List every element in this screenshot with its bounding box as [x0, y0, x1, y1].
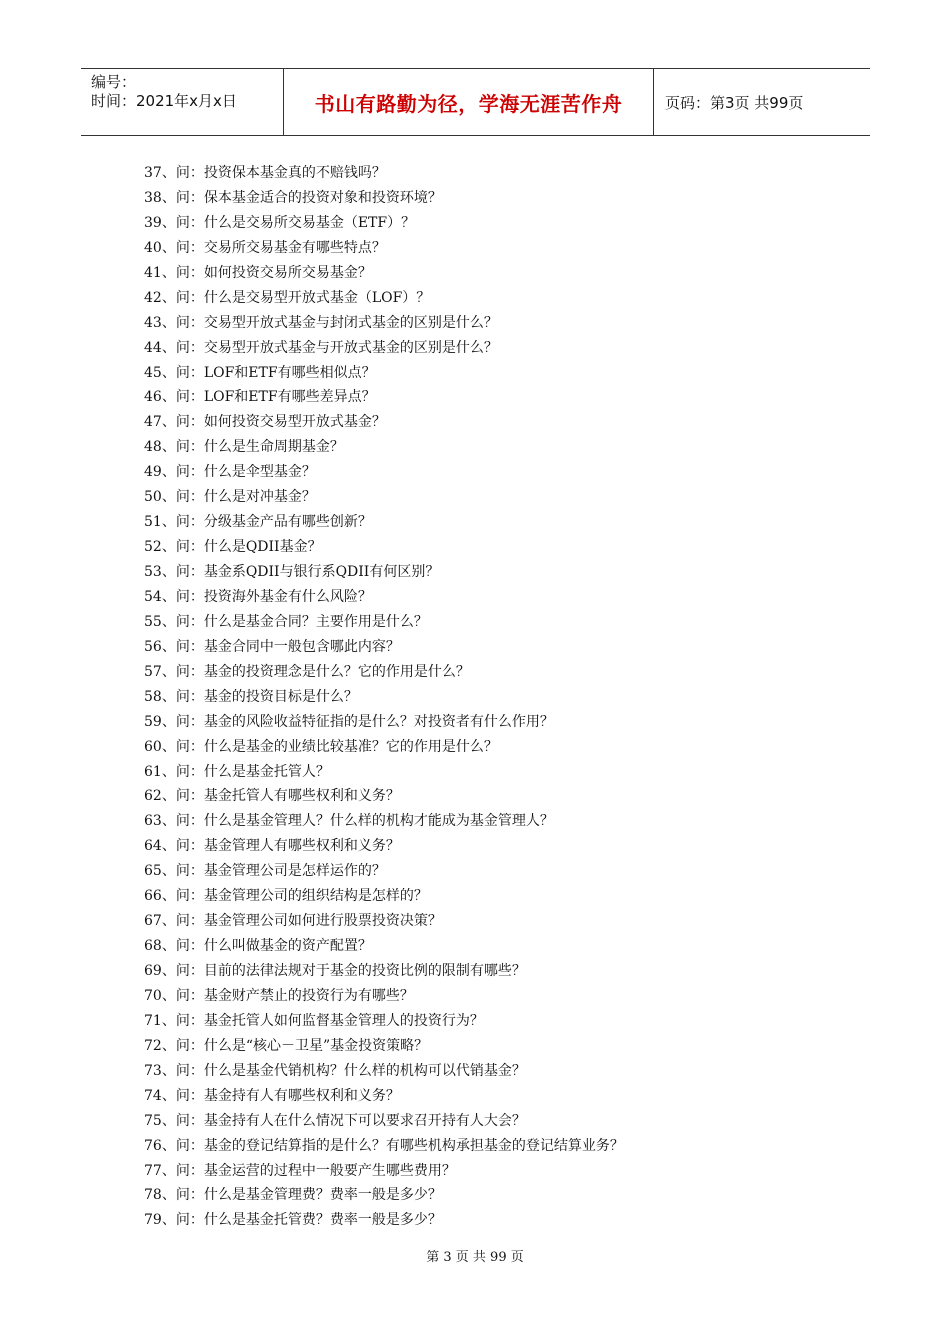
page-header [81, 68, 870, 136]
header-page-info: 页码：第3页 共99页 [665, 93, 804, 112]
question-item: 49、问：什么是伞型基金？ [144, 464, 316, 481]
question-item: 48、问：什么是生命周期基金？ [144, 439, 344, 456]
question-item: 53、问：基金系QDII与银行系QDII有何区别？ [144, 564, 440, 580]
motto-text: 书山有路勤为径，学海无涯苦作舟 [314, 91, 623, 116]
question-item: 58、问：基金的投资目标是什么？ [144, 688, 358, 705]
question-item: 52、问：什么是QDII基金？ [144, 539, 322, 556]
question-item: 51、问：分级基金产品有哪些创新？ [144, 514, 372, 531]
question-item: 47、问：如何投资交易型开放式基金？ [144, 414, 386, 431]
header-meta [81, 69, 284, 135]
question-item: 72、问：什么是“核心－卫星”基金投资策略？ [144, 1037, 429, 1054]
question-item: 70、问：基金财产禁止的投资行为有哪些？ [144, 987, 414, 1004]
question-item: 46、问：LOF和ETF有哪些差异点？ [144, 389, 376, 406]
question-item: 44、问：交易型开放式基金与开放式基金的区别是什么？ [144, 339, 498, 356]
question-item: 65、问：基金管理公司是怎样运作的？ [144, 863, 386, 880]
question-item: 74、问：基金持有人有哪些权利和义务？ [144, 1087, 400, 1104]
question-item: 73、问：什么是基金代销机构？什么样的机构可以代销基金？ [144, 1062, 526, 1079]
question-item: 77、问：基金运营的过程中一般要产生哪些费用？ [144, 1162, 456, 1179]
question-item: 45、问：LOF和ETF有哪些相似点？ [144, 364, 376, 381]
question-item: 62、问：基金托管人有哪些权利和义务？ [144, 788, 400, 805]
question-item: 37、问：投资保本基金真的不赔钱吗？ [144, 165, 386, 181]
question-item: 61、问：什么是基金托管人？ [144, 763, 330, 780]
question-item: 56、问：基金合同中一般包含哪此内容？ [144, 638, 400, 655]
time-label: 时间：2021年x月x日 [91, 92, 237, 110]
question-item: 71、问：基金托管人如何监督基金管理人的投资行为？ [144, 1012, 484, 1029]
question-item: 68、问：什么叫做基金的资产配置？ [144, 938, 372, 955]
question-item: 66、问：基金管理公司的组织结构是怎样的？ [144, 888, 428, 905]
question-item: 55、问：什么是基金合同？主要作用是什么？ [144, 613, 428, 630]
question-item: 39、问：什么是交易所交易基金（ETF）？ [144, 214, 416, 231]
question-item: 42、问：什么是交易型开放式基金（LOF）？ [144, 289, 431, 306]
question-item: 54、问：投资海外基金有什么风险？ [144, 588, 372, 605]
header-motto-cell [284, 69, 654, 135]
question-item: 59、问：基金的风险收益特征指的是什么？对投资者有什么作用？ [144, 713, 554, 730]
question-item: 50、问：什么是对冲基金？ [144, 489, 316, 506]
question-item: 38、问：保本基金适合的投资对象和投资环境？ [144, 189, 442, 206]
question-item: 60、问：什么是基金的业绩比较基准？它的作用是什么？ [144, 738, 498, 755]
question-item: 64、问：基金管理人有哪些权利和义务？ [144, 838, 400, 855]
question-item: 67、问：基金管理公司如何进行股票投资决策？ [144, 913, 442, 930]
question-item: 76、问：基金的登记结算指的是什么？有哪些机构承担基金的登记结算业务？ [144, 1137, 624, 1154]
question-item: 78、问：什么是基金管理费？费率一般是多少？ [144, 1187, 442, 1204]
number-label: 编号： [91, 73, 137, 91]
question-item: 41、问：如何投资交易所交易基金？ [144, 264, 372, 281]
question-item: 63、问：什么是基金管理人？什么样的机构才能成为基金管理人？ [144, 813, 554, 830]
question-item: 69、问：目前的法律法规对于基金的投资比例的限制有哪些？ [144, 963, 526, 979]
question-item: 79、问：什么是基金托管费？费率一般是多少？ [144, 1212, 442, 1229]
question-list [144, 161, 624, 1233]
question-item: 40、问：交易所交易基金有哪些特点？ [144, 239, 386, 256]
question-item: 57、问：基金的投资理念是什么？它的作用是什么？ [144, 663, 470, 680]
page-footer: 第 3 页 共 99 页 [426, 1250, 524, 1265]
question-item: 75、问：基金持有人在什么情况下可以要求召开持有人大会？ [144, 1112, 526, 1129]
question-item: 43、问：交易型开放式基金与封闭式基金的区别是什么？ [144, 314, 498, 331]
